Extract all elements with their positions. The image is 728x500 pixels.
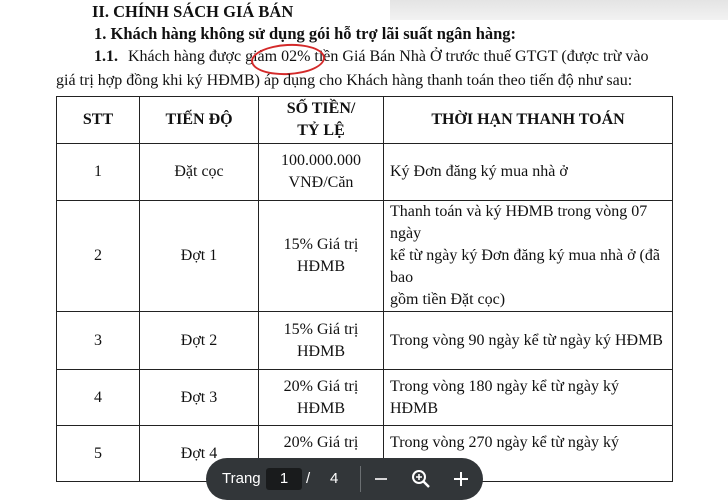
cell-tien-do: Đợt 2 bbox=[140, 312, 259, 370]
minus-icon bbox=[373, 471, 389, 487]
table-row bbox=[57, 201, 673, 312]
cell-thoi-han-line1: Ký Đơn đăng ký mua nhà ở bbox=[390, 163, 568, 180]
table-row bbox=[57, 370, 673, 426]
paragraph-line-1 bbox=[94, 48, 649, 66]
cell-tien-do: Đợt 1 bbox=[140, 201, 259, 312]
toolbar-divider bbox=[360, 466, 361, 492]
cell-stt: 3 bbox=[57, 312, 140, 370]
table-row bbox=[57, 312, 673, 370]
paragraph-number: 1.1. bbox=[94, 48, 118, 65]
cell-so-tien-line2: HĐMB bbox=[296, 342, 345, 360]
viewer-top-bar bbox=[390, 0, 728, 20]
paragraph-text-1: Khách hàng được giảm 02% tiền Giá Bán Nhà Ở trước thuế GTGT (được trừ vào bbox=[128, 48, 649, 65]
cell-so-tien-line1: 20% Giá trị bbox=[283, 433, 359, 451]
cell-stt: 2 bbox=[57, 201, 140, 312]
section-heading: II. CHÍNH SÁCH GIÁ BÁN bbox=[92, 2, 294, 21]
cell-so-tien bbox=[259, 201, 384, 312]
cell-so-tien bbox=[259, 370, 384, 426]
cell-so-tien-line2: HĐMB bbox=[296, 399, 345, 417]
cell-thoi-han-line3: gồm tiền Đặt cọc) bbox=[390, 291, 506, 308]
header-thoi-han: THỜI HẠN THANH TOÁN bbox=[384, 97, 673, 144]
total-pages: 4 bbox=[330, 470, 339, 487]
payment-schedule-table bbox=[56, 96, 673, 482]
cell-so-tien-line1: 15% Giá trị bbox=[283, 236, 359, 253]
header-tien-do: TIẾN ĐỘ bbox=[140, 97, 259, 144]
zoom-fit-button[interactable] bbox=[408, 466, 434, 492]
page-separator: / bbox=[306, 470, 311, 487]
cell-so-tien-line1: 20% Giá trị bbox=[283, 377, 359, 395]
sub-heading: 1. Khách hàng không sử dụng gói hỗ trợ lãi suất ngân hàng: bbox=[94, 24, 517, 43]
header-so-tien bbox=[259, 97, 384, 144]
paragraph-line-2: giá trị hợp đồng khi ký HĐMB) áp dụng cho Khách hàng thanh toán theo tiến độ như sau: bbox=[56, 72, 633, 89]
cell-stt: 5 bbox=[57, 426, 140, 482]
cell-stt: 1 bbox=[57, 144, 140, 201]
pdf-page-toolbar bbox=[206, 458, 483, 500]
header-stt: STT bbox=[57, 97, 140, 144]
cell-so-tien-line1: 15% Giá trị bbox=[283, 320, 359, 338]
page-label: Trang bbox=[222, 470, 261, 487]
cell-thoi-han-line2: kể từ ngày ký Đơn đăng ký mua nhà ở (đã bao bbox=[390, 247, 660, 286]
cell-thoi-han-line1: Trong vòng 270 ngày kể từ ngày ký bbox=[390, 433, 619, 451]
cell-tien-do: Đặt cọc bbox=[140, 144, 259, 201]
cell-thoi-han-line1: Trong vòng 180 ngày kể từ ngày ký HĐMB bbox=[390, 377, 619, 417]
zoom-in-button[interactable] bbox=[448, 466, 474, 492]
cell-thoi-han-line1: Thanh toán và ký HĐMB trong vòng 07 ngày bbox=[390, 203, 648, 242]
table-row bbox=[57, 144, 673, 201]
header-so-tien-line1: SỐ TIỀN/ bbox=[286, 100, 356, 117]
cell-so-tien bbox=[259, 144, 384, 201]
cell-tien-do: Đợt 4 bbox=[140, 426, 259, 482]
header-so-tien-line2: TỶ LỆ bbox=[297, 122, 345, 139]
cell-tien-do: Đợt 3 bbox=[140, 370, 259, 426]
cell-thoi-han-line1: Trong vòng 90 ngày kể từ ngày ký HĐMB bbox=[390, 331, 663, 349]
cell-so-tien-line2: VNĐ/Căn bbox=[288, 174, 354, 191]
cell-so-tien-line2: HĐMB bbox=[296, 258, 345, 275]
cell-thoi-han bbox=[384, 201, 673, 312]
cell-thoi-han bbox=[384, 312, 673, 370]
plus-icon bbox=[452, 470, 470, 488]
cell-thoi-han bbox=[384, 144, 673, 201]
cell-so-tien bbox=[259, 312, 384, 370]
cell-stt: 4 bbox=[57, 370, 140, 426]
cell-thoi-han bbox=[384, 370, 673, 426]
zoom-icon bbox=[411, 469, 431, 489]
page-number-input[interactable]: 1 bbox=[266, 468, 302, 490]
table-header-row bbox=[57, 97, 673, 144]
cell-so-tien-line1: 100.000.000 bbox=[281, 152, 361, 169]
zoom-out-button[interactable] bbox=[368, 466, 394, 492]
